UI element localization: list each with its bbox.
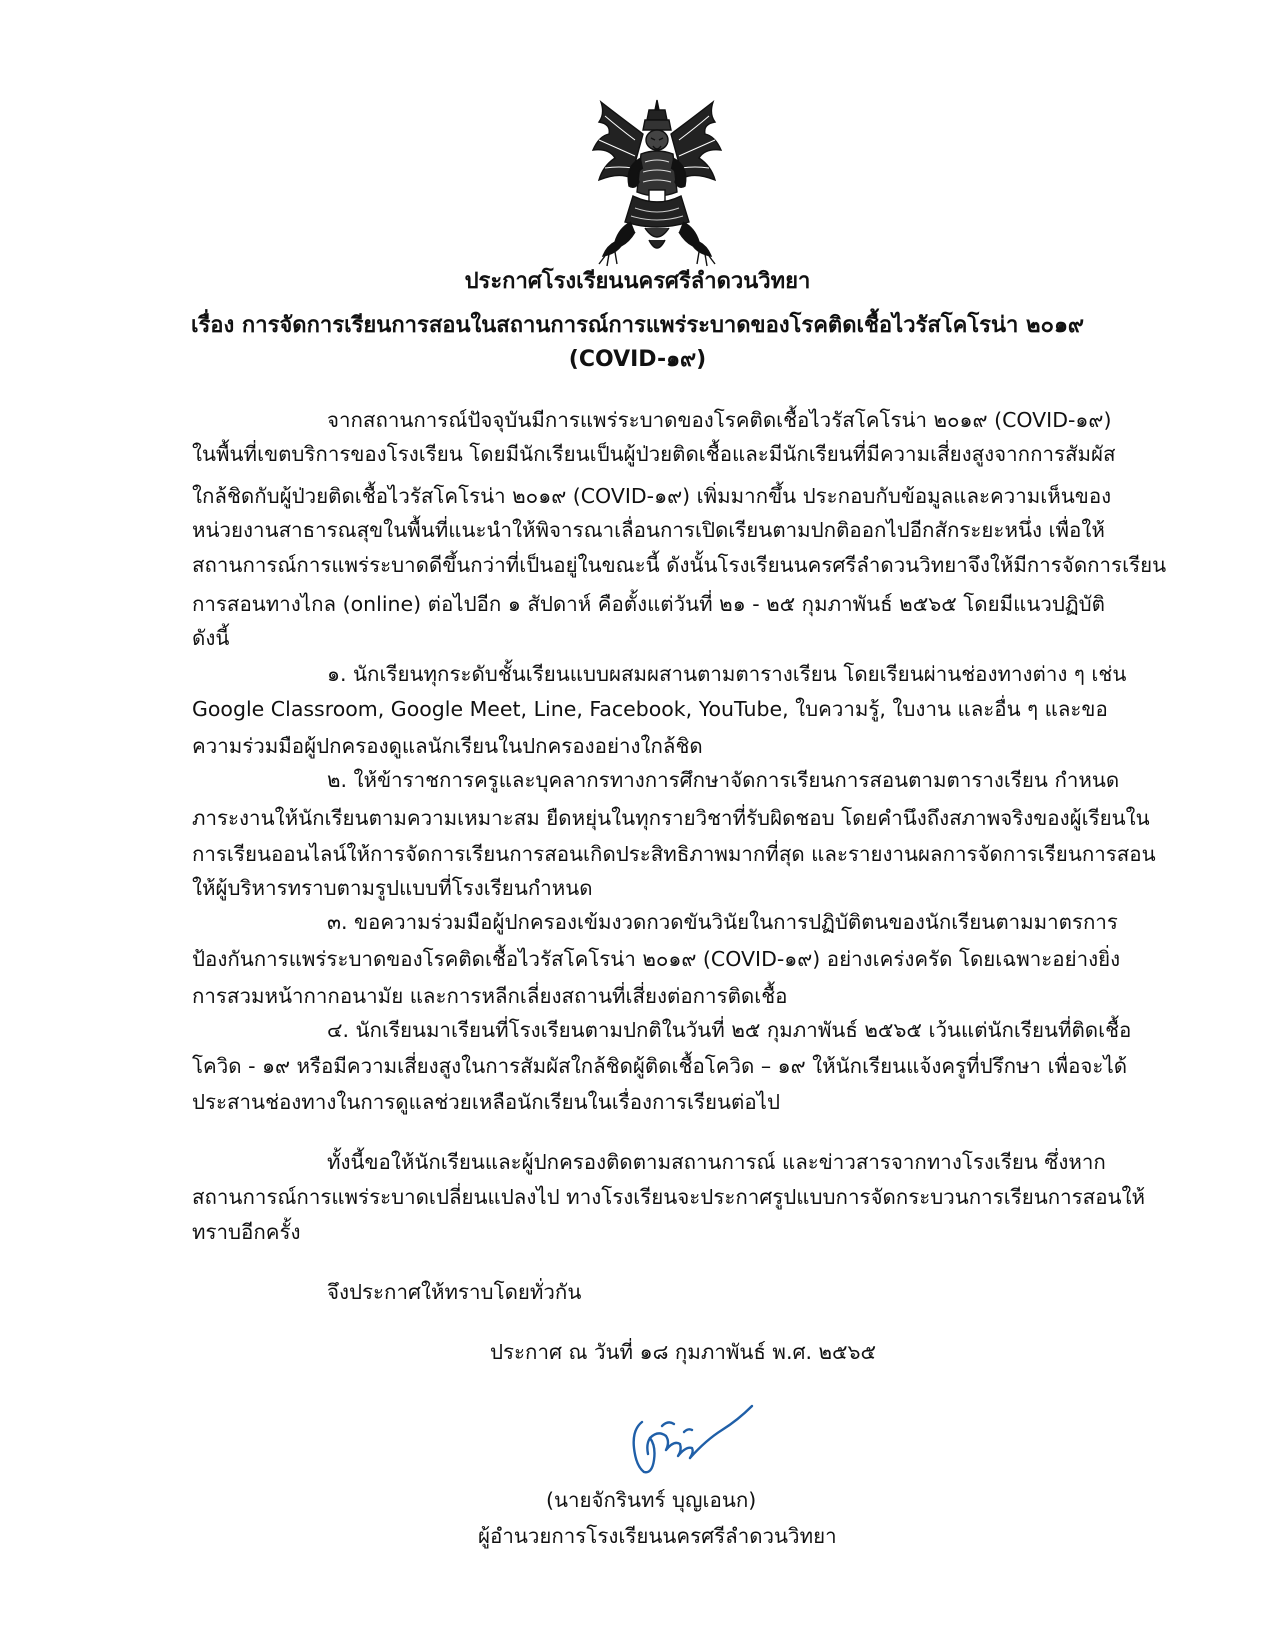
garuda-emblem-icon [585,96,730,271]
item-1-line: ความร่วมมือผู้ปกครองดูแลนักเรียนในปกครองอย่างใกล้ชิด [192,734,703,758]
signatory-position: ผู้อำนวยการโรงเรียนนครศรีลำดวนวิทยา [478,1524,837,1548]
item-1-line: ๑. นักเรียนทุกระดับชั้นเรียนแบบผสมผสานตามตารางเรียน โดยเรียนผ่านช่องทางต่าง ๆ เช่น [327,662,1127,686]
item-4-line: โควิด - ๑๙ หรือมีความเสี่ยงสูงในการสัมผัสใกล้ชิดผู้ติดเชื้อโควิด – ๑๙ ให้นักเรียนแจ้งครูที่ปรึกษา เพื่อจะได้ [192,1054,1128,1078]
item-2-line: ๒. ให้ข้าราชการครูและบุคลากรทางการศึกษาจัดการเรียนการสอนตามตารางเรียน กำหนด [327,768,1120,792]
item-2-line: การเรียนออนไลน์ให้การจัดการเรียนการสอนเกิดประสิทธิภาพมากที่สุด และรายงานผลการจัดการเรียนการสอน [192,842,1156,866]
intro-line: จากสถานการณ์ปัจจุบันมีการแพร่ระบาดของโรคติดเชื้อไวรัสโคโรน่า ๒๐๑๙ (COVID-๑๙) [327,408,1112,432]
item-1-line: Google Classroom, Google Meet, Line, Facebook, YouTube, ใบความรู้, ใบงาน และอื่น ๆ และขอ [192,697,1108,721]
document-title: ประกาศโรงเรียนนครศรีลำดวนวิทยา [464,269,811,294]
signatory-name: (นายจักรินทร์ บุญเอนก) [546,1488,757,1512]
intro-line: ดังนี้ [192,626,230,650]
intro-line: ใกล้ชิดกับผู้ป่วยติดเชื้อไวรัสโคโรน่า ๒๐๑๙ (COVID-๑๙) เพิ่มมากขึ้น ประกอบกับข้อมูลและความเห็นของ [192,484,1112,508]
signature-icon [622,1400,762,1480]
announcement-line: จึงประกาศให้ทราบโดยทั่วกัน [327,1280,582,1304]
document-subject-continued: (COVID-๑๙) [568,347,707,372]
item-3-line: ๓. ขอความร่วมมือผู้ปกครองเข้มงวดกวดขันวินัยในการปฏิบัติตนของนักเรียนตามมาตรการ [327,910,1118,934]
closing-line: สถานการณ์การแพร่ระบาดเปลี่ยนแปลงไป ทางโรงเรียนจะประกาศรูปแบบการจัดกระบวนการเรียนการสอนให้ [192,1185,1146,1209]
document-subject: เรื่อง การจัดการเรียนการสอนในสถานการณ์การแพร่ระบาดของโรคติดเชื้อไวรัสโคโรน่า ๒๐๑๙ [190,313,1085,338]
closing-line: ทั้งนี้ขอให้นักเรียนและผู้ปกครองติดตามสถานการณ์ และข่าวสารจากทางโรงเรียน ซึ่งหาก [327,1150,1106,1174]
date-line: ประกาศ ณ วันที่ ๑๘ กุมภาพันธ์ พ.ศ. ๒๕๖๕ [490,1340,877,1364]
item-4-line: ประสานช่องทางในการดูแลช่วยเหลือนักเรียนในเรื่องการเรียนต่อไป [192,1090,780,1114]
intro-line: สถานการณ์การแพร่ระบาดดีขึ้นกว่าที่เป็นอยู่ในขณะนี้ ดังนั้นโรงเรียนนครศรีลำดวนวิทยาจึงให้มีการจัดการเรียน [192,553,1167,577]
item-2-line: ให้ผู้บริหารทราบตามรูปแบบที่โรงเรียนกำหนด [192,876,593,900]
intro-line: ในพื้นที่เขตบริการของโรงเรียน โดยมีนักเรียนเป็นผู้ป่วยติดเชื้อและมีนักเรียนที่มีความเสี่ยงสูงจากการสัมผัส [192,442,1116,466]
closing-line: ทราบอีกครั้ง [192,1220,301,1244]
intro-line: การสอนทางไกล (online) ต่อไปอีก ๑ สัปดาห์ คือตั้งแต่วันที่ ๒๑ - ๒๕ กุมภาพันธ์ ๒๕๖๕ โดยมีแนวปฏิบัติ [192,592,1105,616]
intro-line: หน่วยงานสาธารณสุขในพื้นที่แนะนำให้พิจารณาเลื่อนการเปิดเรียนตามปกติออกไปอีกสักระยะหนึ่ง เพื่อให้ [192,518,1105,542]
item-3-line: การสวมหน้ากากอนามัย และการหลีกเลี่ยงสถานที่เสี่ยงต่อการติดเชื้อ [192,984,788,1008]
item-2-line: ภาระงานให้นักเรียนตามความเหมาะสม ยืดหยุ่นในทุกรายวิชาที่รับผิดชอบ โดยคำนึงถึงสภาพจริงของผู้เรียนใน [192,806,1150,830]
item-3-line: ป้องกันการแพร่ระบาดของโรคติดเชื้อไวรัสโคโรน่า ๒๐๑๙ (COVID-๑๙) อย่างเคร่งครัด โดยเฉพาะอย่างยิ่ง [192,947,1121,971]
item-4-line: ๔. นักเรียนมาเรียนที่โรงเรียนตามปกติในวันที่ ๒๕ กุมภาพันธ์ ๒๕๖๕ เว้นแต่นักเรียนที่ติดเชื้อ [327,1018,1132,1042]
